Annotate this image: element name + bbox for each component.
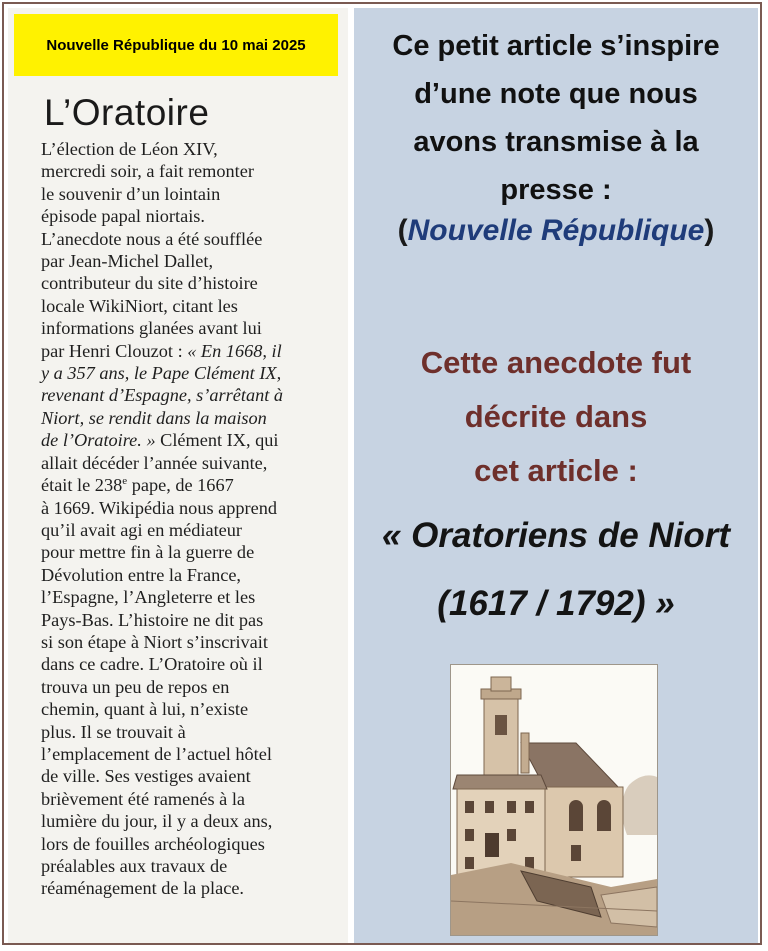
body-line: contributeur du site d’histoire	[41, 273, 258, 294]
body-line: L’élection de Léon XIV,	[41, 139, 218, 159]
body-line	[41, 340, 341, 362]
intro-line: Ce petit article s’inspire	[392, 30, 720, 62]
body-line: Pays-Bas. L’histoire ne dit pas	[41, 609, 264, 630]
body-text: par Henri Clouzot :	[41, 340, 188, 361]
newspaper-clipping	[8, 8, 348, 943]
house-door	[485, 833, 499, 857]
intro-text	[354, 22, 758, 214]
body-line: trouva un peu de repos en	[41, 676, 230, 697]
body-line: lumière du jour, il y a deux ans,	[41, 811, 273, 832]
body-line	[41, 474, 341, 496]
intro-line: avons transmise à la	[413, 126, 699, 158]
article-title: L’Oratoire	[44, 92, 210, 133]
anecdote-line: Cette anecdote fut	[420, 345, 692, 380]
quote-line: Niort, se rendit dans la maison	[41, 407, 267, 428]
house-roof	[453, 775, 547, 789]
quote-line: y a 357 ans, le Pape Clément IX,	[41, 363, 282, 384]
body-line: si son étape à Niort s’inscrivait	[41, 631, 268, 652]
body-line: réaménagement de la place.	[41, 878, 245, 899]
intro-line: presse :	[500, 174, 612, 206]
body-line: locale WikiNiort, citant les	[41, 295, 238, 316]
body-line: lors de fouilles archéologiques	[41, 833, 265, 854]
article-ref-line: « Oratoriens de Niort	[381, 516, 731, 555]
body-line: plus. Il se trouvait à	[41, 721, 186, 742]
anecdote-line: cet article :	[474, 453, 638, 488]
article-reference	[354, 502, 758, 638]
paren-open: (	[397, 214, 408, 247]
body-line: brièvement été ramenés à la	[41, 788, 246, 809]
body-line: de ville. Ses vestiges avaient	[41, 766, 251, 787]
quote-line: revenant d’Espagne, s’arrêtant à	[41, 385, 284, 406]
body-text: Clément IX, qui	[155, 430, 279, 451]
body-line: préalables aux travaux de	[41, 856, 228, 876]
intro-line: d’une note que nous	[414, 78, 698, 110]
body-line: allait décéder l’année suivante,	[41, 452, 268, 473]
body-line: mercredi soir, a fait remonter	[41, 161, 254, 182]
newspaper-title: Nouvelle République	[407, 214, 705, 247]
anecdote-text	[354, 336, 758, 498]
body-line: par Jean-Michel Dallet,	[41, 251, 214, 272]
newspaper-name	[354, 214, 758, 248]
quote-text: de l’Oratoire. »	[41, 430, 156, 451]
page-frame	[2, 2, 762, 945]
body-line: chemin, quant à lui, n’existe	[41, 699, 249, 720]
quote-text: « En 1668, il	[187, 340, 282, 361]
ordinal-suffix: e	[122, 475, 128, 487]
body-line: épisode papal niortais.	[41, 206, 205, 227]
anecdote-line: décrite dans	[464, 399, 648, 434]
body-text: pape, de 1667	[127, 475, 234, 496]
body-line: à 1669. Wikipédia nous apprend	[41, 497, 278, 518]
body-line: pour mettre fin à la guerre de	[41, 542, 255, 563]
chapel-wall	[543, 787, 623, 877]
body-line: informations glanées avant lui	[41, 318, 262, 339]
body-line: le souvenir d’un lointain	[41, 183, 221, 204]
body-line: L’anecdote nous a été soufflée	[41, 228, 263, 249]
info-panel	[354, 8, 758, 943]
paren-close: )	[704, 214, 715, 247]
article-body	[41, 138, 341, 900]
body-text: était le 238	[41, 475, 123, 496]
body-line: qu’il avait agi en médiateur	[41, 519, 243, 540]
tower-window	[495, 715, 507, 735]
oratoire-illustration	[450, 664, 658, 936]
body-line: Dévolution entre la France,	[41, 564, 242, 585]
article-ref-line: (1617 / 1792) »	[437, 584, 675, 623]
source-label: Nouvelle République du 10 mai 2025	[14, 14, 338, 76]
building-drawing	[451, 665, 657, 935]
body-line	[41, 429, 341, 451]
body-line: l’Espagne, l’Angleterre et les	[41, 587, 256, 608]
body-line: l’emplacement de l’actuel hôtel	[41, 743, 272, 764]
body-line: dans ce cadre. L’Oratoire où il	[41, 654, 263, 675]
